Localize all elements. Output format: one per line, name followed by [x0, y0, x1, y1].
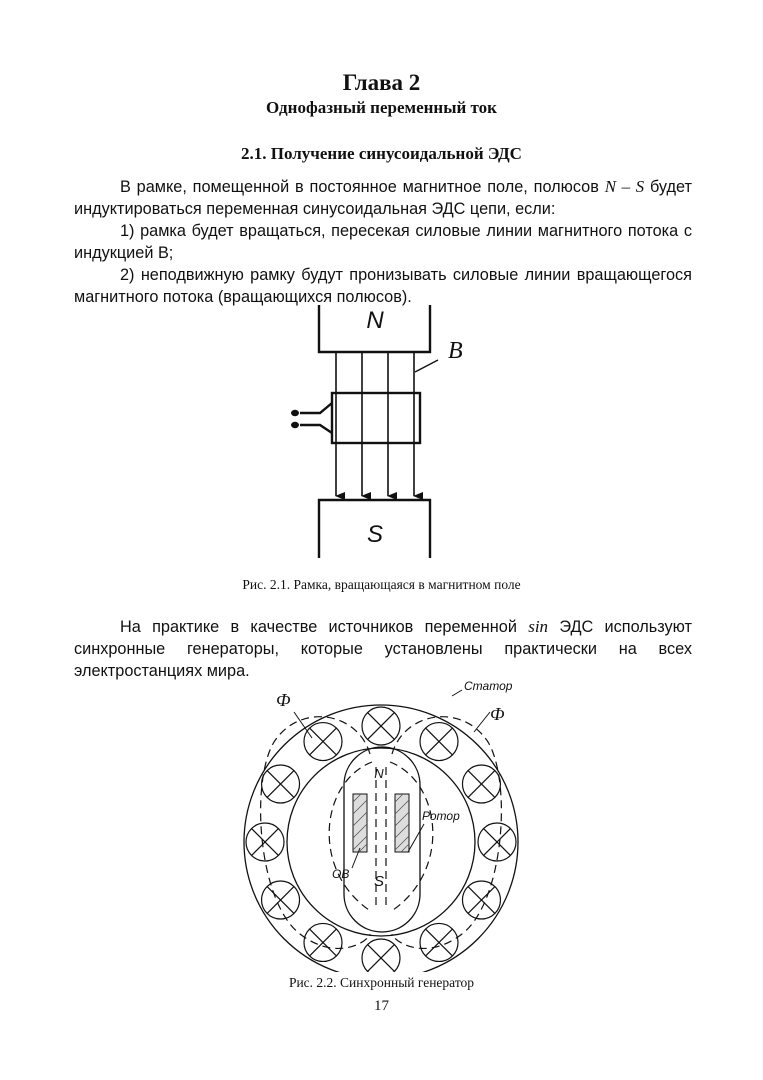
stator-slot [420, 923, 458, 961]
stator-slot [420, 723, 458, 761]
stator-slot [462, 881, 500, 919]
chapter-subtitle: Однофазный переменный ток [266, 98, 497, 117]
induction-label: B [448, 338, 463, 364]
flux-label-left: Ф [276, 690, 291, 710]
chapter-title: Глава 2 [342, 70, 421, 95]
stator-slot [262, 765, 300, 803]
section-title: 2.1. Получение синусоидальной ЭДС [241, 144, 522, 163]
frame [332, 393, 420, 443]
figure-2-caption: Рис. 2.2. Синхронный генератор [288, 975, 475, 990]
stator-slot [246, 823, 284, 861]
stator-slot [262, 881, 300, 919]
flux-label-right: Ф [490, 704, 505, 724]
page-number: 17 [374, 998, 389, 1014]
figure-1-caption: Рис. 2.1. Рамка, вращающаяся в магнитном поле [242, 577, 521, 592]
stator-slot [362, 707, 400, 745]
stator-slot [462, 765, 500, 803]
ov-label: ОВ [332, 867, 350, 881]
stator-slot [304, 923, 342, 961]
figure-frame-in-field [270, 300, 500, 565]
stator-label: Статор [464, 679, 513, 693]
stator-slot [362, 939, 400, 972]
pole-s-label: S [366, 521, 384, 548]
list-item-1: 1) рамка будет вращаться, пересекая силовые линии магнитного потока с индукцией В; [74, 222, 692, 262]
pole-n-label: N [366, 307, 384, 334]
figure-synchronous-generator [240, 672, 540, 972]
paragraph-1 [74, 176, 692, 308]
poles-label: N – S [604, 177, 645, 196]
stator-slot [478, 823, 516, 861]
stator-slot [304, 723, 342, 761]
paragraph-1-intro: В рамке, помещенной в постоянное магнитное поле, полюсов N – S будет индуктироваться переменная синусоидальная ЭДС цепи, если: [74, 177, 692, 218]
sin-label: sin [528, 617, 549, 636]
rotor-label: Ротор [422, 809, 460, 823]
list-item-2: 2) неподвижную рамку будут пронизывать силовые линии вращающегося магнитного потока (вращающихся полюсов). [74, 266, 692, 306]
paragraph-2: На практике в качестве источников переменной sin ЭДС используют синхронные генераторы, которые установлены практически на всех электростанциях мира. [74, 617, 692, 680]
rotor-pole-s: S [373, 873, 385, 890]
rotor-pole-n: N [374, 766, 384, 781]
